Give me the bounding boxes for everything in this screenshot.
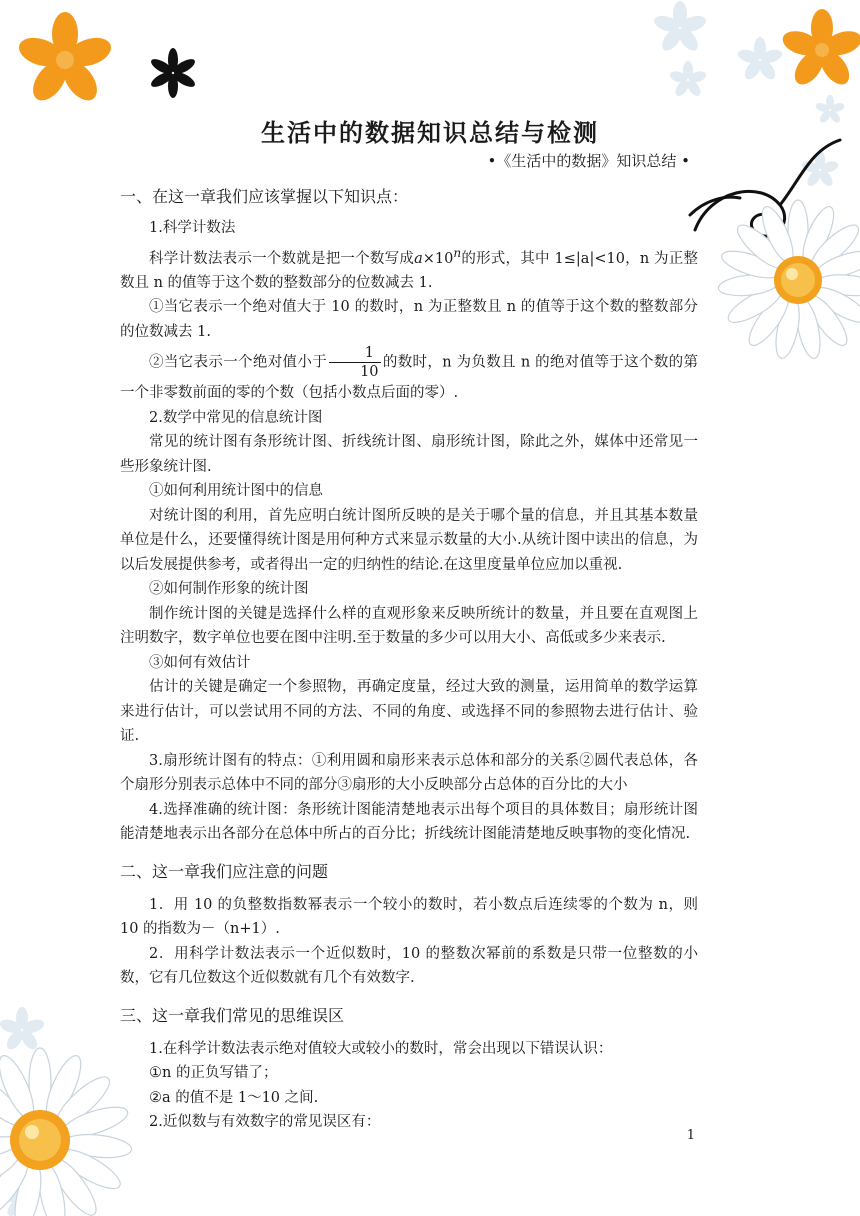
- paragraph: ①如何利用统计图中的信息: [149, 483, 323, 500]
- document-body: [120, 180, 698, 1135]
- paragraph: 4.选择准确的统计图：条形统计图能清楚地表示出每个项目的具体数目；扇形统计图能清楚地表示出各部分在总体中所占的百分比；折线统计图能清楚地反映事物的变化情况.: [120, 801, 698, 843]
- paragraph: ①当它表示一个绝对值大于 10 的数时，n 为正整数且 n 的值等于这个数的整数部分的位数减去 1.: [120, 299, 698, 340]
- paragraph: 1．用 10 的负整数指数幂表示一个较小的数时，若小数点后连续零的个数为 n，则 10 的指数为－（n+1）.: [120, 896, 698, 938]
- orange-flower-top-left-decoration: [15, 10, 115, 110]
- page-number: 1: [686, 1128, 695, 1143]
- text-run: 科学计数法表示一个数就是把一个数写成: [149, 250, 415, 267]
- black-flower-decoration: [145, 45, 201, 101]
- page-subtitle: •《生活中的数据》知识总结 •: [487, 152, 690, 170]
- paragraph: 2.近似数与有效数字的常见误区有：: [149, 1114, 381, 1131]
- paragraph: 估计的关键是确定一个参照物，再确定度量，经过大致的测量，运用简单的数学运算来进行估计，可以尝试用不同的方法、不同的角度、或选择不同的参照物去进行估计、验证.: [120, 679, 698, 745]
- paragraph: 对统计图的利用，首先应明白统计图所反映的是关于哪个量的信息，并且其基本数量单位是什么，还要懂得统计图是用何种方式来显示数量的大小.从统计图中读出的信息，为以后发展提供参考，或者得出一定的归纳性的结论.在这里度量单位应加以重视.: [120, 507, 698, 573]
- text-run: 的数时，n 为负数且 n 的绝对值等于这个数的第一个非零数前面的零的个数（包括小数点后面的零）.: [120, 354, 698, 402]
- section-3-heading: 三、这一章我们常见的思维误区: [120, 1005, 345, 1025]
- scientific-notation-definition: [120, 241, 698, 296]
- text-run: 的形式，其中 1≤|a|<10，n 为正整数且 n 的值等于这个数的整数部分的位数减去 1.: [120, 250, 699, 291]
- section-1-heading: 一、在这一章我们应该掌握以下知识点：: [120, 187, 409, 206]
- text-run: ②当它表示一个绝对值小于: [149, 354, 328, 371]
- fraction-denominator: 10: [360, 364, 379, 381]
- math-a: a: [414, 250, 423, 267]
- fraction-numerator: 1: [329, 344, 380, 363]
- paragraph: 常见的统计图有条形统计图、折线统计图、扇形统计图，除此之外，媒体中还常见一些形象统计图.: [120, 434, 698, 475]
- page-title: 生活中的数据知识总结与检测: [261, 119, 599, 147]
- fraction-paragraph: [120, 344, 698, 406]
- math-times-ten: ×10: [422, 250, 454, 267]
- section-2-heading: 二、这一章我们应注意的问题: [120, 861, 329, 881]
- daisy-bottom-left-decoration: [0, 1000, 140, 1216]
- paragraph: ②如何制作形象的统计图: [149, 581, 309, 598]
- paragraph: ③如何有效估计: [149, 654, 251, 671]
- paragraph: 1.科学计数法: [149, 220, 236, 236]
- paragraph: 3.扇形统计图有的特点：①利用圆和扇形来表示总体和部分的关系②圆代表总体，各个扇形分别表示总体中不同的部分③扇形的大小反映部分占总体的百分比的大小: [120, 752, 698, 794]
- math-exponent-n: n: [453, 245, 462, 260]
- paragraph: 制作统计图的关键是选择什么样的直观形象来反映所统计的数量，并且要在直观图上注明数字，数字单位也要在图中注明.至于数量的多少可以用大小、高低或多少来表示.: [120, 605, 698, 647]
- paragraph: 2.数学中常见的信息统计图: [149, 409, 323, 426]
- paragraph: ②a 的值不是 1～10 之间.: [149, 1089, 319, 1106]
- paragraph: ①n 的正负写错了；: [149, 1065, 278, 1082]
- fraction-one-tenth: [329, 344, 380, 381]
- paragraph: 1.在科学计数法表示绝对值较大或较小的数时，常会出现以下错误认识：: [149, 1040, 613, 1057]
- paragraph: 2．用科学计数法表示一个近似数时，10 的整数次幂前的系数是只带一位整数的小数，它有几位数这个近似数就有几个有效数字.: [120, 945, 698, 987]
